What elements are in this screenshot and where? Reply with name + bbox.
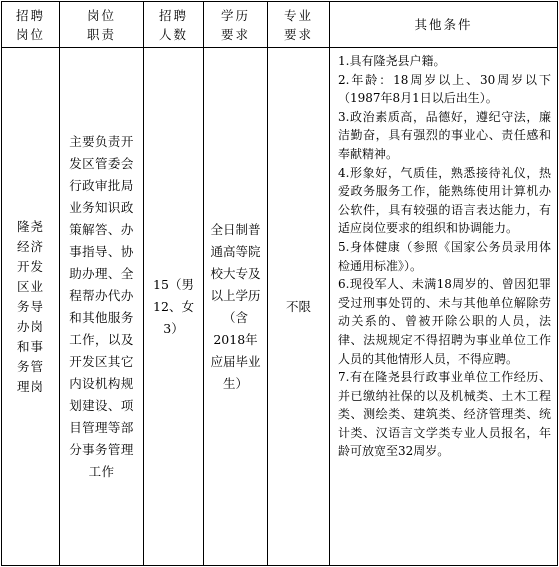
header-education xyxy=(204,2,268,48)
header-post xyxy=(2,2,60,48)
cell-post-name xyxy=(2,48,60,566)
header-post-line1: 招聘 xyxy=(15,7,45,23)
major-text: 不限 xyxy=(285,298,311,314)
header-count xyxy=(144,2,204,48)
condition-item: 3.政治素质高，品德好，遵纪守法，廉洁勤奋，具有强烈的事业心、责任感和奉献精神。 xyxy=(338,109,551,161)
recruitment-table xyxy=(1,1,558,566)
count-text: 15（男12、女3） xyxy=(153,276,194,336)
header-major xyxy=(268,2,330,48)
cell-major xyxy=(268,48,330,566)
condition-item: 6.现役军人、未满18周岁的、曾因犯罪受过刑事处罚的、未与其他单位解除劳动关系的、曾被开除公职的人员，法律、法规规定不得招聘为事业单位工作人员的其他情形人员，不得应聘。 xyxy=(338,277,551,366)
header-count-line2: 人数 xyxy=(158,26,188,42)
cell-education xyxy=(204,48,268,566)
header-post-line2: 岗位 xyxy=(15,26,45,42)
condition-item: 4.形象好，气质佳，熟悉接待礼仪，热爱政务服务工作，能熟练使用计算机办公软件，具有较强的语言表达能力，有适应岗位要求的组织和协调能力。 xyxy=(338,165,551,236)
header-education-line2: 要求 xyxy=(220,26,250,42)
cell-other-conditions xyxy=(330,48,558,566)
header-major-line2: 要求 xyxy=(283,26,313,42)
cell-duties xyxy=(60,48,144,566)
header-major-line1: 专业 xyxy=(283,7,313,23)
duties-text: 主要负责开发区管委会行政审批局业务知识政策解答、办事指导、协助办理、全程帮办代办和其他服务工作，以及开发区其它内设机构规划建设、项目管理等部分事务管理工作 xyxy=(69,133,134,479)
condition-item: 2.年龄：18周岁以上、30周岁以下（1987年8月1日以后出生）。 xyxy=(338,72,551,106)
header-education-line1: 学历 xyxy=(220,7,250,23)
condition-item: 5.身体健康（参照《国家公务员录用体检通用标准》）。 xyxy=(338,239,551,273)
header-duties-line2: 职责 xyxy=(86,26,116,42)
condition-item: 7.有在隆尧县行政事业单位工作经历、并已缴纳社保的以及机械类、土木工程类、测绘类、建筑类、经济管理类、统计类、汉语言文学类专业人员报名，年龄可放宽至32周岁。 xyxy=(338,370,551,459)
education-text: 全日制普通高等院校大专及以上学历（含2018年应届毕业生） xyxy=(210,221,261,391)
post-name-text: 隆尧经济开发区业务导办岗和事务管理岗 xyxy=(16,218,44,394)
header-count-line1: 招聘 xyxy=(158,7,188,23)
header-duties xyxy=(60,2,144,48)
header-other-line1: 其他条件 xyxy=(414,17,473,32)
header-duties-line1: 岗位 xyxy=(86,7,116,23)
header-other-conditions xyxy=(330,2,558,48)
condition-item: 1.具有隆尧县户籍。 xyxy=(338,54,446,68)
cell-count xyxy=(144,48,204,566)
